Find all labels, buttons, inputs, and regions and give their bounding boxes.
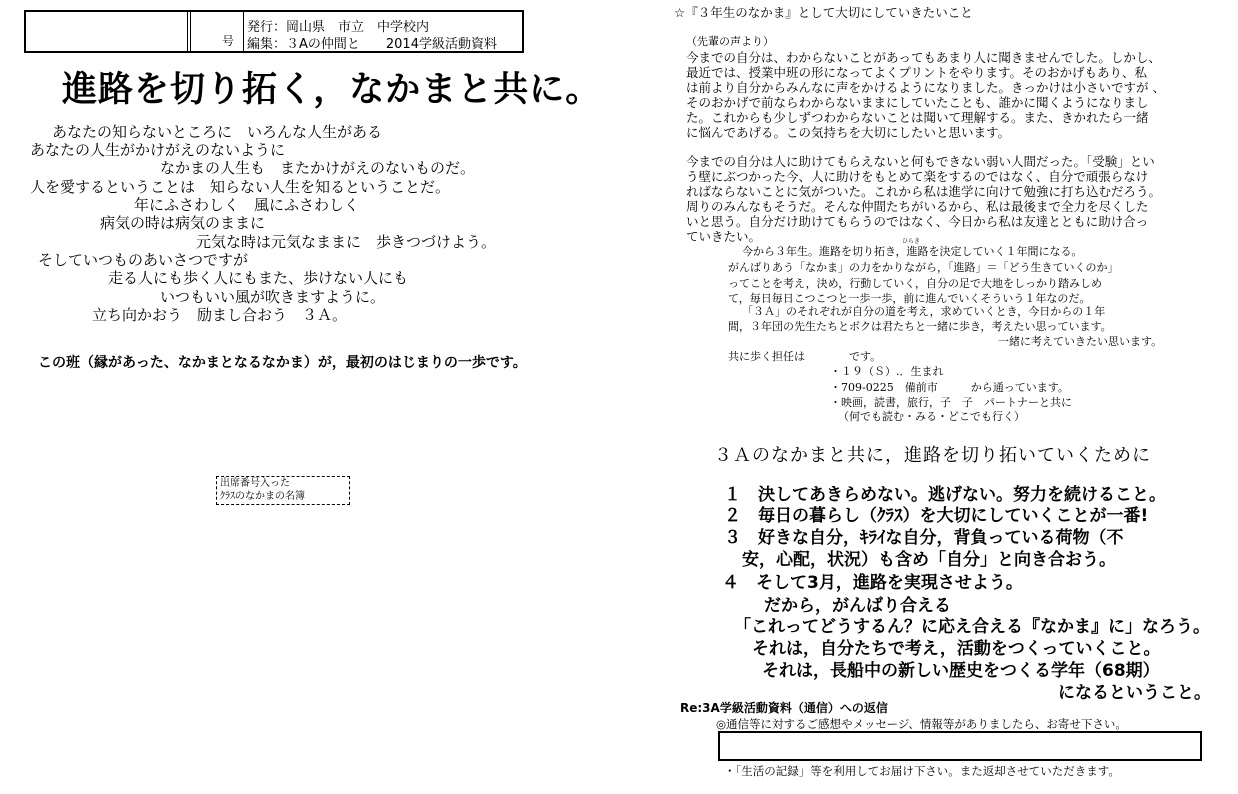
teacher-paragraph-line: 一緒に考えていきたい思います。 <box>998 335 1163 348</box>
profile-line: ・709-0225 備前市 から通っています。 <box>830 381 1069 394</box>
goal-item: ２ 毎日の暮らし（ｸﾗｽ）を大切にしていくことが一番! <box>724 506 1149 526</box>
senpai-paragraph-line: 今までの自分は人に助けてもらえないと何もできない弱い人間だった。「受験」とい <box>686 154 1155 169</box>
senpai-paragraph-line: 周りのみんなもそうだ。そんな仲間たちがいるから、私は最後まで全力を尽くした <box>686 199 1149 214</box>
header-issue-cell <box>190 12 244 51</box>
poem-line: いつもいい風が吹きますように。 <box>160 288 386 306</box>
profile-line: ・映画，読書，旅行，子 子 パートナーと共に <box>830 396 1072 409</box>
header-blank-cell <box>26 12 188 51</box>
roster-placeholder-line: 出席番号入った <box>220 478 290 489</box>
footer-note: ・「生活の記録」等を利用してお届け下さい。また返却させていただきます。 <box>724 764 1120 778</box>
senpai-paragraph-line: いと思う。自分だけ助けてもらうのではなく、今日から私は友達とともに助け合っ <box>686 214 1149 229</box>
editor-line: 編集：３Aの仲間と 2014学級活動資料 <box>247 37 497 52</box>
roster-placeholder-line: ｸﾗｽのなかまの名簿 <box>220 491 305 502</box>
poem-line: 走る人にも歩く人にもまた、歩けない人にも <box>108 269 409 287</box>
poem-line: そしていつものあいさつですが <box>38 251 249 269</box>
teacher-paragraph-line: 「３Ａ」のそれぞれが自分の道を考え，求めていくとき，今日からの１年 <box>742 305 1106 318</box>
senpai-label: （先輩の声より） <box>686 35 774 48</box>
teacher-paragraph-line: て，毎日毎日こつこつと一歩一歩，前に進んでいくそういう１年なのだ。 <box>728 292 1091 305</box>
poem-line: あなたの人生がかけがえのないように <box>30 141 286 159</box>
goal-item: それは，自分たちで考え，活動をつくっていくこと。 <box>752 639 1161 659</box>
goal-item: ４ そして3月，進路を実現させよう。 <box>722 573 1023 593</box>
senpai-paragraph-line: ればならないことに気がついた。これから私は進学に向けて勉強に打ち込むだろう。 <box>686 184 1162 199</box>
roster-placeholder <box>216 476 350 505</box>
poem-line: 人を愛するということは 知らない人生を知るということだ。 <box>30 178 451 196</box>
senpai-paragraph-line: ていきたい。 <box>686 229 762 244</box>
poem-line: 元気な時は元気なままに 歩きつづけよう。 <box>196 233 497 251</box>
goal-item: になるということ。 <box>1058 683 1211 703</box>
header-box <box>24 10 524 53</box>
section-title: ☆『３年生のなかま』として大切にしていきたいこと <box>674 5 973 20</box>
han-note: この班（縁があった、なかまとなるなかま）が，最初のはじまりの一歩です。 <box>38 355 527 371</box>
message-box <box>718 731 1202 761</box>
teacher-paragraph-line: がんばりあう「なかま」の力をかりながら，「進路」＝「どう生きていくのか」 <box>728 261 1119 274</box>
goal-item: それは，長船中の新しい歴史をつくる学年（68期） <box>762 661 1160 681</box>
teacher-paragraph-line: ってことを考え，決め，行動していく，自分の足で大地をしっかり踏みしめ <box>728 277 1102 290</box>
issue-suffix: 号 <box>222 34 235 48</box>
senpai-paragraph-line: う壁にぶつかった今、人に助けをもとめて楽をするのではなく、自分で頑張らなけ <box>686 169 1149 184</box>
poem-line: 立ち向かおう 励まし合おう ３Ａ。 <box>92 306 348 324</box>
profile-line: ・１９（Ｓ）.．生まれ <box>830 365 944 378</box>
poem-line: 年にふさわしく 風にふさわしく <box>134 196 360 214</box>
publisher-line: 発行：岡山県 市立 中学校内 <box>247 20 430 35</box>
ruby-reading: ひらき <box>902 238 921 245</box>
goal-item: 安，心配，状況）も含め「自分」と向き合おう。 <box>742 550 1116 570</box>
senpai-paragraph-line: そのおかげで前ならわからないままにしていたことも、誰かに聞くようになりまし <box>686 95 1149 110</box>
teacher-paragraph-line: 間，３年団の先生たちとボクは君たちと一緒に歩き，考えたい思っています。 <box>728 320 1112 333</box>
profile-line: （何でも読む・みる・どこでも行く） <box>838 410 1025 423</box>
reply-title: Re:3A学級活動資料（通信）への返信 <box>680 701 888 715</box>
senpai-paragraph-line: 今までの自分は、わからないことがあってもあまり人に聞きませんでした。しかし、 <box>686 50 1161 65</box>
senpai-paragraph-line: は前より自分からみんなに声をかけるようになりました。きっかけは小さいですが 、 <box>686 80 1165 95</box>
page-title: 進路を切り拓く，なかまと共に。 <box>62 70 602 110</box>
senpai-paragraph-line: に悩んであげる。この気持ちを大切にしたいと思います。 <box>686 125 1011 140</box>
poem-line: なかまの人生も またかけがえのないものだ。 <box>160 159 476 177</box>
senpai-paragraph-line: 最近では、授業中班の形になってよくプリントをやります。そのおかげもあり、私 <box>686 65 1148 80</box>
goal-item: ３ 好きな自分，ｷﾗｲな自分，背負っている荷物（不 <box>724 528 1124 548</box>
goal-item: １ 決してあきらめない。逃げない。努力を続けること。 <box>724 485 1166 505</box>
senpai-paragraph-line: た。これからも少しずつわからないことは聞いて理解する。また、きかれたら一緒 <box>686 110 1149 125</box>
poem-line: 病気の時は病気のままに <box>100 214 266 232</box>
teacher-paragraph-line: 今から３年生。進路を切り拓き，進路を決定していく１年間になる。 <box>742 245 1083 258</box>
goal-item: 「これってどうするん？に応え合える『なかま』に」なろう。 <box>734 617 1210 637</box>
goal-item: だから，がんばり合える <box>764 596 951 616</box>
reply-instruction: ◎通信等に対するご感想やメッセージ、情報等がありましたら、お寄せ下さい。 <box>716 717 1127 731</box>
teacher-intro: 共に歩く担任は です。 <box>728 350 882 363</box>
goals-heading: ３Ａのなかまと共に，進路を切り拓いていくために <box>714 445 1151 466</box>
poem-line: あなたの知らないところに いろんな人生がある <box>52 123 383 141</box>
